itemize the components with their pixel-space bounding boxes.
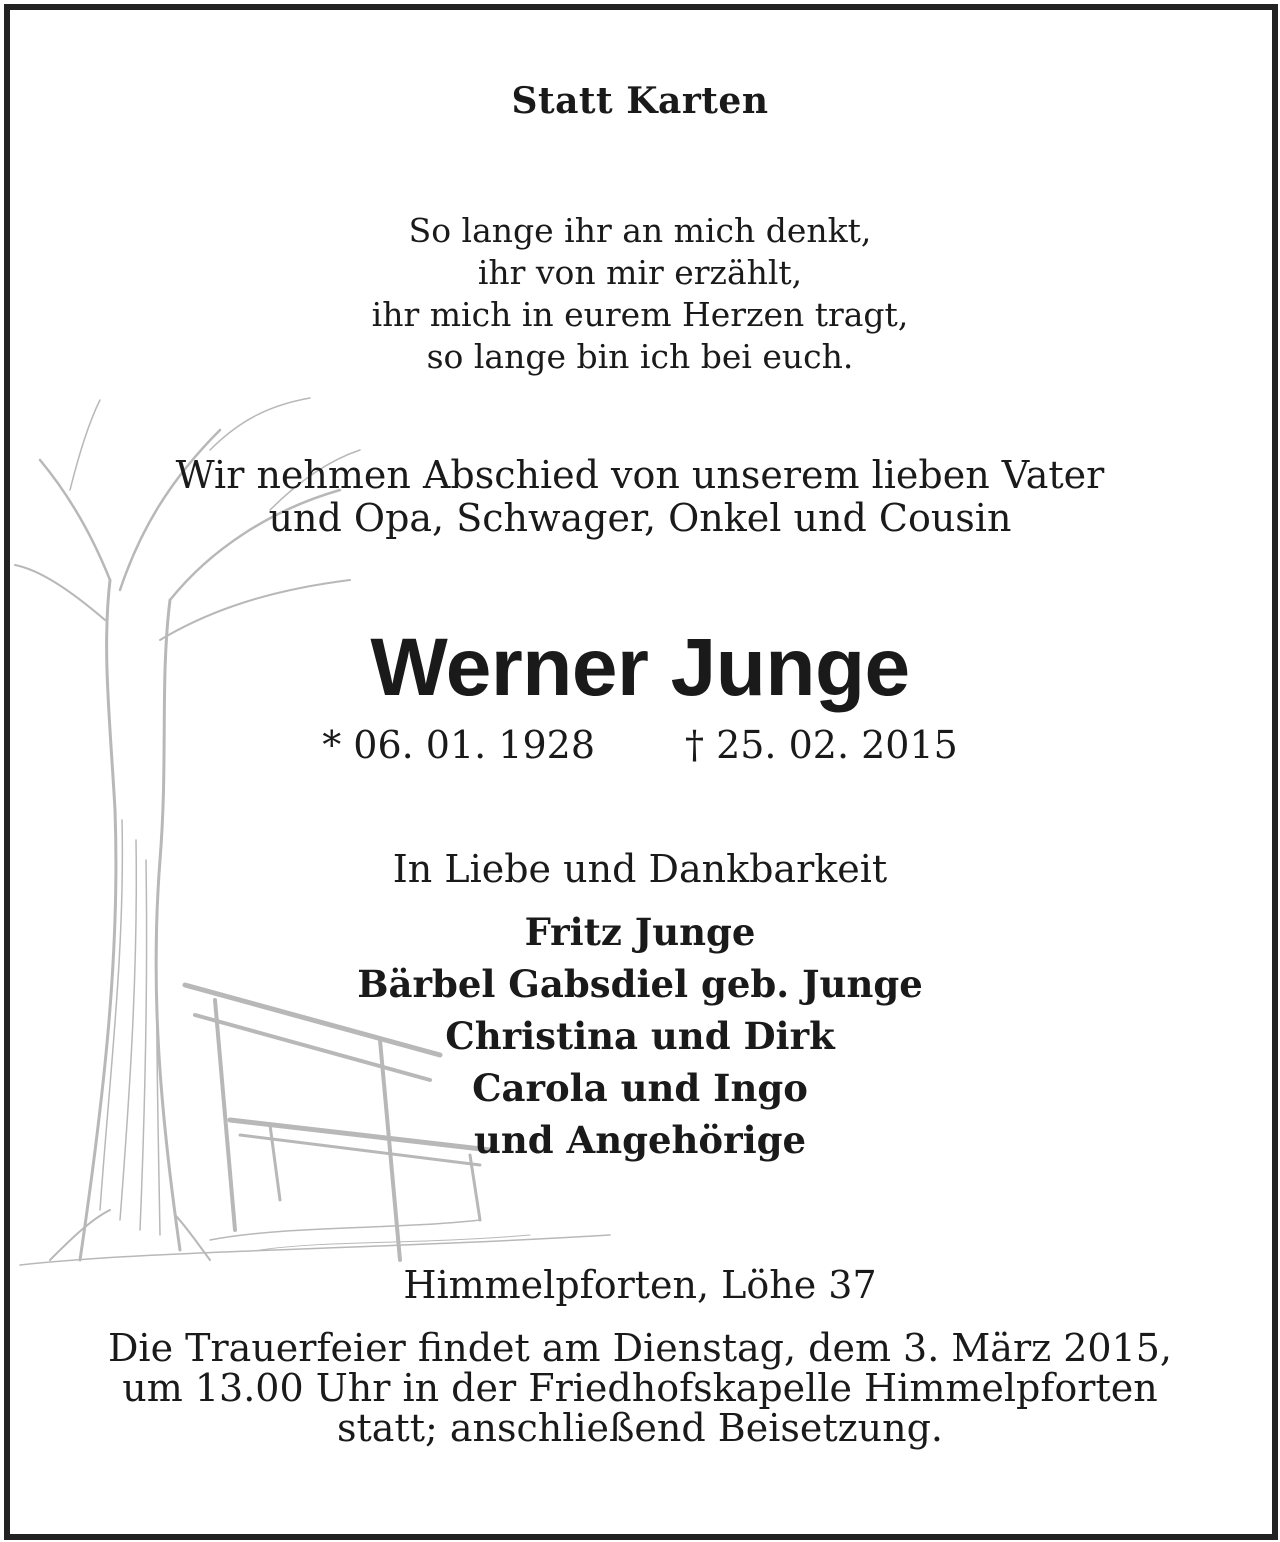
poem-line: so lange bin ich bei euch. <box>426 337 854 376</box>
thanks-line: In Liebe und Dankbarkeit <box>392 847 888 891</box>
poem-line: ihr mich in eurem Herzen tragt, <box>371 295 909 334</box>
survivor-name: Christina und Dirk <box>445 1014 835 1058</box>
funeral-service-info <box>0 1328 1280 1448</box>
service-line: um 13.00 Uhr in der Friedhofskapelle Himmelpforten <box>122 1366 1158 1410</box>
service-line: statt; anschließend Beisetzung. <box>337 1406 943 1450</box>
survivors-list <box>0 906 1280 1166</box>
intro-line: und Opa, Schwager, Onkel und Cousin <box>268 496 1012 540</box>
farewell-intro <box>0 454 1280 540</box>
death-date: † 25. 02. 2015 <box>685 723 958 767</box>
intro-line: Wir nehmen Abschied von unserem lieben Vater <box>175 453 1105 497</box>
poem-line: ihr von mir erzählt, <box>477 253 803 292</box>
survivor-name: Fritz Junge <box>524 910 756 954</box>
poem-line: So lange ihr an mich denkt, <box>408 211 872 250</box>
birth-date: * 06. 01. 1928 <box>322 723 595 767</box>
survivor-name: Bärbel Gabsdiel geb. Junge <box>357 962 923 1006</box>
survivor-name: Carola und Ingo <box>472 1066 808 1110</box>
service-line: Die Trauerfeier findet am Dienstag, dem 3. März 2015, <box>107 1326 1173 1370</box>
deceased-name: Werner Junge <box>370 622 910 713</box>
life-dates <box>0 722 1280 768</box>
notice-header: Statt Karten <box>511 80 769 122</box>
memorial-poem <box>0 210 1280 378</box>
survivor-name: und Angehörige <box>473 1118 807 1162</box>
family-address: Himmelpforten, Löhe 37 <box>403 1263 877 1307</box>
